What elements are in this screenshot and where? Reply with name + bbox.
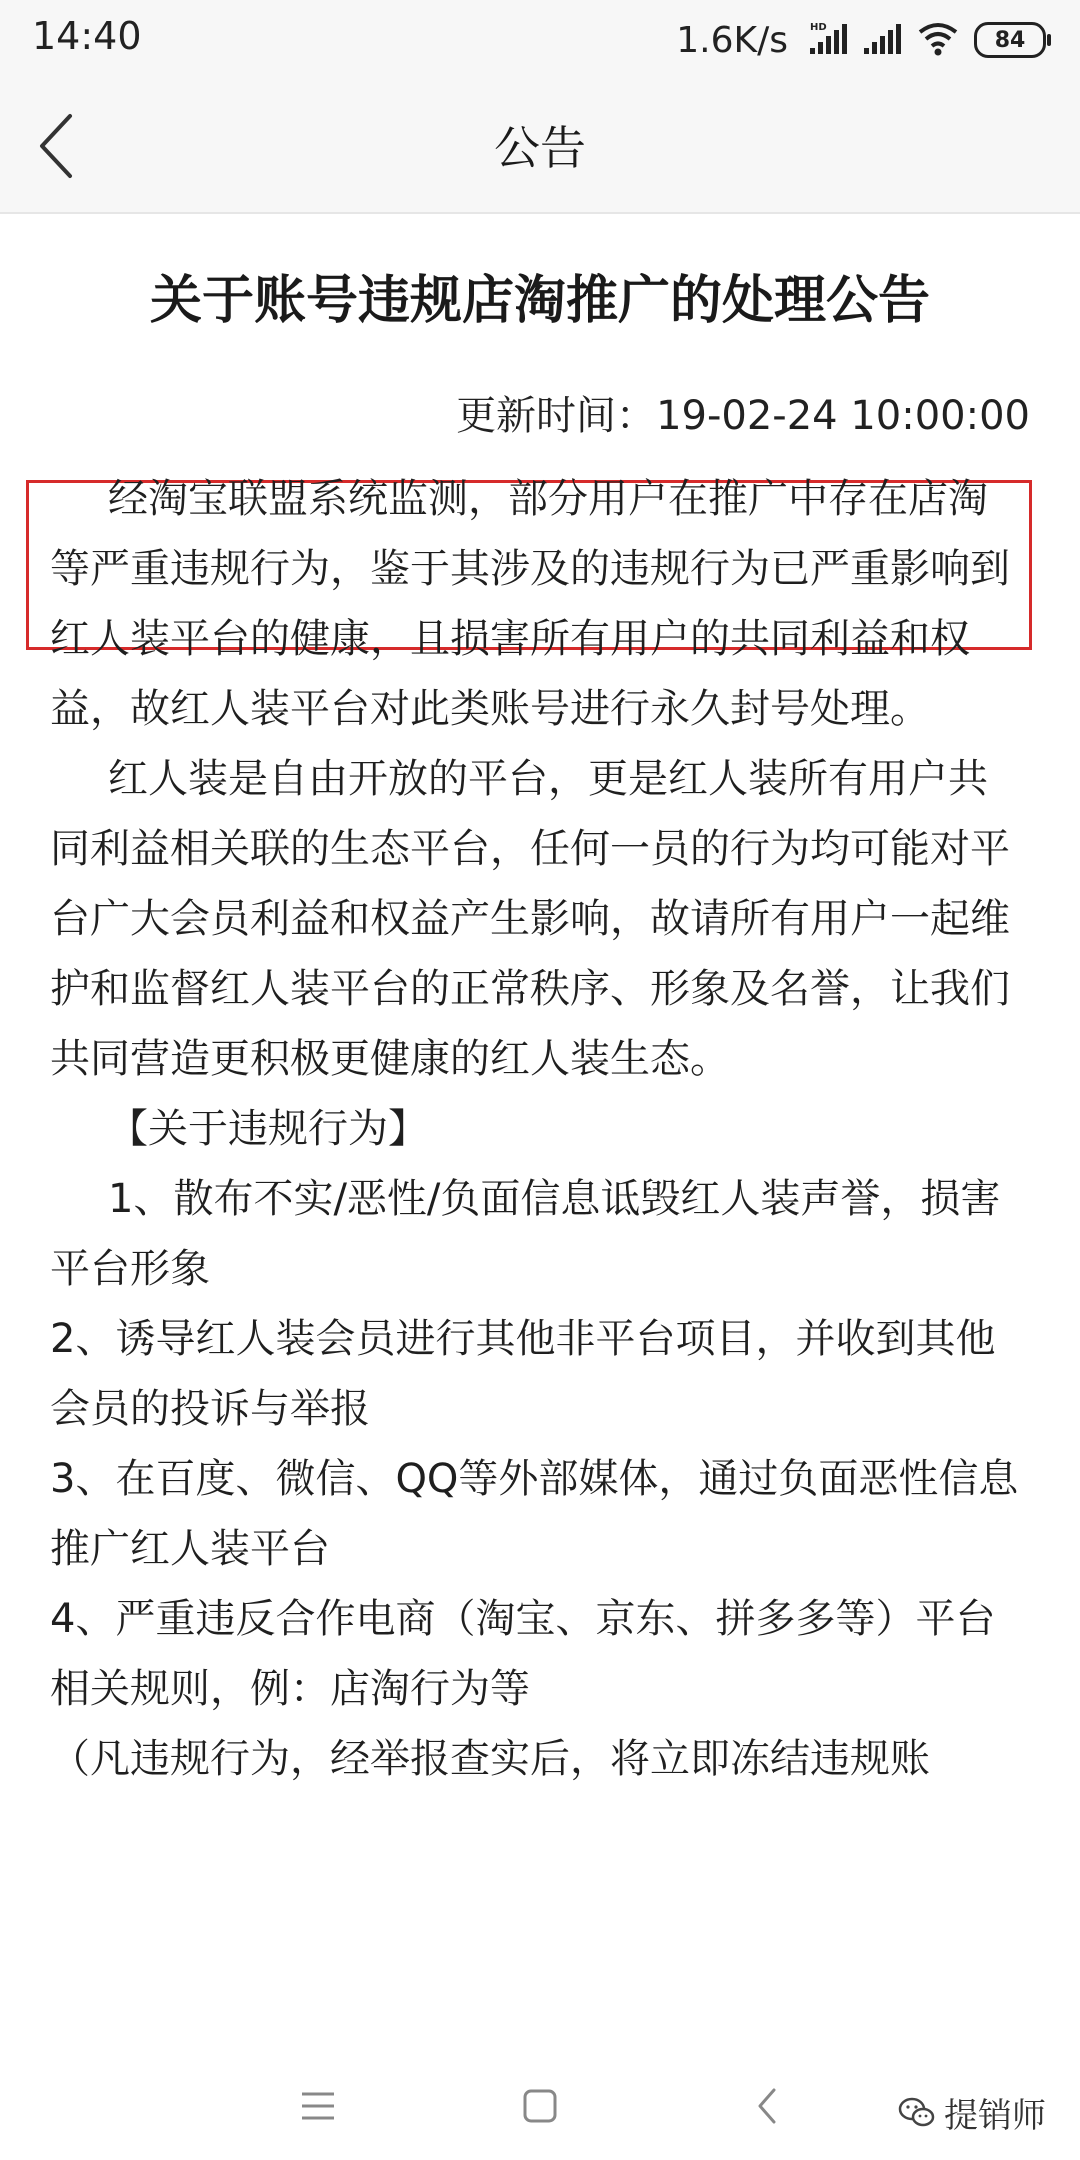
article-title: 关于账号违规店淘推广的处理公告 — [149, 271, 930, 331]
home-square-icon — [512, 2078, 568, 2134]
nav-back-button[interactable] — [740, 2078, 796, 2134]
navigation-bar — [0, 2050, 1080, 2160]
section-heading: 【关于违规行为】 — [108, 1106, 428, 1152]
update-time-label: 更新时间： — [456, 393, 657, 439]
menu-icon — [290, 2078, 346, 2134]
home-button[interactable] — [512, 2078, 568, 2134]
status-bar — [0, 0, 1080, 78]
wifi-icon — [916, 20, 960, 60]
menu-button[interactable] — [290, 2078, 346, 2134]
watermark-text: 提销师 — [944, 2096, 1046, 2136]
paragraph-2: 红人装是自由开放的平台，更是红人装所有用户共同利益相关联的生态平台，任何一员的行为均可能对平台广大会员利益和权益产生影响，故请所有用户一起维护和监督红人装平台的正常秩序、形象及名誉，让我们共同营造更积极更健康的红人装生态。 — [50, 756, 1010, 1082]
network-speed: 1.6K/s — [676, 19, 788, 61]
rule-note: （凡违规行为，经举报查实后，将立即冻结违规账 — [50, 1736, 930, 1782]
title-bar — [0, 78, 1080, 214]
rule-item-2: 2、诱导红人装会员进行其他非平台项目，并收到其他会员的投诉与举报 — [50, 1316, 996, 1432]
update-time — [456, 384, 1030, 441]
status-time: 14:40 — [32, 14, 142, 58]
update-time-value: 19-02-24 10:00:00 — [656, 393, 1030, 439]
page-title: 公告 — [494, 121, 586, 175]
rule-item-4: 4、严重违反合作电商（淘宝、京东、拼多多等）平台相关规则，例：店淘行为等 — [50, 1596, 996, 1712]
nav-back-icon — [740, 2078, 796, 2134]
hd-signal-icon — [808, 20, 848, 60]
paragraph-1: 经淘宝联盟系统监测，部分用户在推广中存在店淘等严重违规行为，鉴于其涉及的违规行为已严重影响到红人装平台的健康，且损害所有用户的共同利益和权益，故红人装平台对此类账号进行永久封号处理。 — [50, 476, 1010, 732]
battery-icon: 84 — [974, 22, 1046, 58]
rule-item-3: 3、在百度、微信、QQ等外部媒体，通过负面恶性信息推广红人装平台 — [50, 1456, 1019, 1572]
article-body — [50, 464, 1025, 1794]
rule-item-1: 1、散布不实/恶性/负面信息诋毁红人装声誉，损害平台形象 — [50, 1176, 1001, 1292]
svg-text:HD: HD — [810, 22, 827, 33]
status-icons — [676, 14, 1046, 66]
signal-icon — [862, 20, 902, 60]
wechat-icon — [898, 2096, 936, 2130]
watermark — [898, 2088, 1046, 2137]
